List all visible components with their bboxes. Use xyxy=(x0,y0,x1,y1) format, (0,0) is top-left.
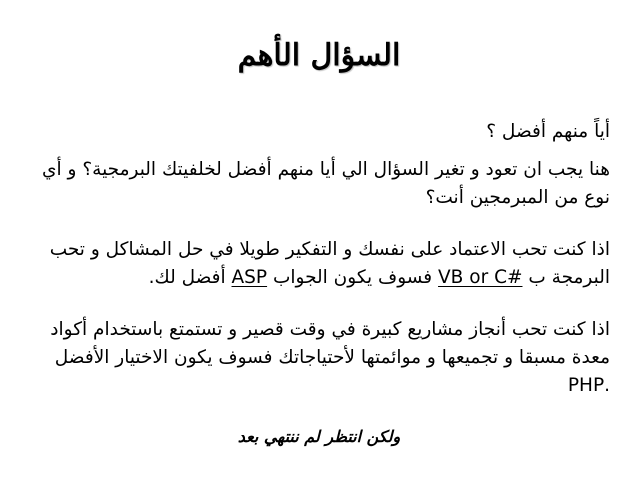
paragraph-2-prefix: البرمجة ب xyxy=(522,267,610,288)
slide-title: السؤال الأهم xyxy=(237,38,401,73)
paragraph-3 xyxy=(30,316,610,400)
paragraph-2-line-1: اذا كنت تحب الاعتماد على نفسك و التفكير طويلا في حل المشاكل و تحب xyxy=(49,239,610,260)
paragraph-2-suffix: أفضل لك. xyxy=(148,267,232,288)
paragraph-1 xyxy=(30,156,610,212)
slide-footer: ولكن انتظر لم ننتهي بعد xyxy=(237,427,401,446)
paragraph-1-line-1: هنا يجب ان تعود و تغير السؤال الي أيا منهم أفضل لخلفيتك البرمجية؟ و أي xyxy=(42,159,610,180)
paragraph-2 xyxy=(30,236,610,292)
paragraph-2-middle: فسوف يكون الجواب xyxy=(267,267,439,288)
question-line xyxy=(30,118,610,146)
paragraph-3-line-3: .PHP xyxy=(567,375,610,396)
asp-keyword: ASP xyxy=(231,267,268,288)
paragraph-3-line-1: اذا كنت تحب أنجاز مشاريع كبيرة في وقت قصير و تستمتع باستخدام أكواد xyxy=(50,319,610,340)
vb-csharp-keyword: VB or C# xyxy=(438,267,523,288)
paragraph-1-line-2: نوع من المبرمجين أنت؟ xyxy=(425,187,610,208)
paragraph-3-line-2: معدة مسبقا و تجميعها و موائمتها لأحتياجاتك فسوف يكون الاختيار الأفضل xyxy=(54,347,610,368)
paragraph-2-line-2 xyxy=(30,264,610,292)
question-text: أياً منهم أفضل ؟ xyxy=(486,121,610,142)
